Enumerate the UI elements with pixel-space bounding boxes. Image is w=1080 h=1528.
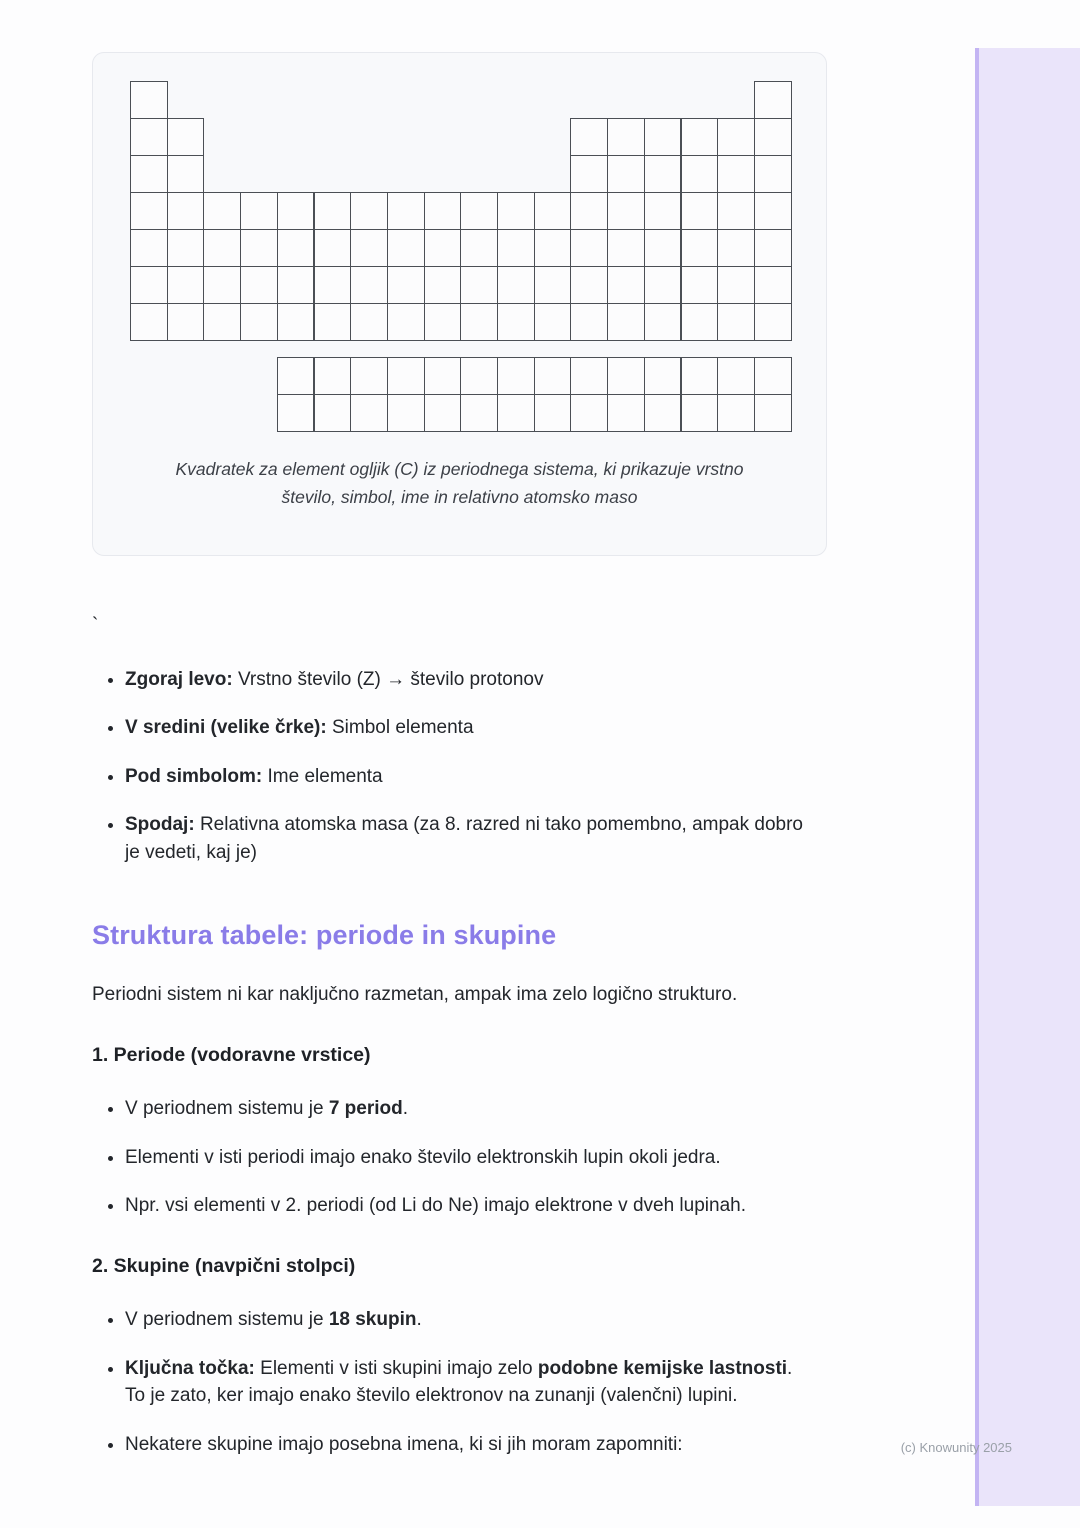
list-item: • Spodaj: Relativna atomska masa (za 8. razred ni tako pomembno, ampak dobro je vedeti, kaj je) bbox=[125, 811, 815, 866]
list-item: • Pod simbolom: Ime elementa bbox=[125, 763, 815, 791]
element-cell bbox=[717, 266, 755, 304]
element-cell bbox=[717, 357, 755, 395]
element-cell bbox=[754, 357, 792, 395]
periodic-table-card bbox=[92, 52, 827, 556]
element-cell bbox=[460, 303, 498, 341]
element-cell bbox=[314, 394, 352, 432]
element-cell bbox=[681, 155, 719, 193]
element-cell bbox=[350, 357, 388, 395]
element-cell bbox=[460, 192, 498, 230]
element-cell bbox=[570, 266, 608, 304]
element-cell bbox=[167, 192, 205, 230]
element-cell bbox=[570, 229, 608, 267]
element-cell bbox=[754, 266, 792, 304]
element-cell bbox=[681, 192, 719, 230]
element-cell bbox=[570, 192, 608, 230]
element-cell bbox=[644, 394, 682, 432]
element-cell bbox=[607, 394, 645, 432]
element-cell bbox=[570, 357, 608, 395]
list-item: • Nekatere skupine imajo posebna imena, ki si jih moram zapomniti: bbox=[125, 1431, 815, 1459]
element-cell bbox=[203, 229, 241, 267]
element-cell bbox=[754, 81, 792, 119]
element-cell bbox=[167, 266, 205, 304]
element-cell bbox=[314, 192, 352, 230]
element-cell bbox=[350, 229, 388, 267]
element-cell bbox=[460, 357, 498, 395]
element-cell bbox=[754, 192, 792, 230]
element-cell bbox=[607, 192, 645, 230]
element-cell bbox=[424, 303, 462, 341]
content-column bbox=[92, 52, 832, 1479]
element-cell bbox=[497, 303, 535, 341]
subsection-title-groups: 2. Skupine (navpični stolpci) bbox=[92, 1254, 356, 1277]
element-cell bbox=[681, 118, 719, 156]
element-cell bbox=[314, 229, 352, 267]
element-cell bbox=[570, 118, 608, 156]
element-cell bbox=[350, 303, 388, 341]
element-cell bbox=[681, 266, 719, 304]
list-item: • V sredini (velike črke): Simbol elementa bbox=[125, 714, 815, 742]
element-cell bbox=[240, 192, 278, 230]
element-cell bbox=[497, 229, 535, 267]
element-cell bbox=[644, 229, 682, 267]
list-item: • V periodnem sistemu je 18 skupin. bbox=[125, 1306, 815, 1334]
element-cell bbox=[607, 229, 645, 267]
element-cell bbox=[717, 118, 755, 156]
element-cell bbox=[130, 192, 168, 230]
element-anatomy-list bbox=[92, 666, 832, 867]
element-cell bbox=[754, 118, 792, 156]
element-cell bbox=[240, 229, 278, 267]
element-cell bbox=[350, 266, 388, 304]
element-cell bbox=[754, 155, 792, 193]
element-cell bbox=[497, 192, 535, 230]
element-cell bbox=[277, 229, 315, 267]
element-cell bbox=[130, 155, 168, 193]
element-cell bbox=[387, 192, 425, 230]
element-cell bbox=[167, 155, 205, 193]
element-cell bbox=[570, 303, 608, 341]
element-cell bbox=[277, 303, 315, 341]
intro-paragraph: Periodni sistem ni kar naključno razmetan, ampak ima zelo logično strukturo. bbox=[92, 984, 738, 1006]
element-cell bbox=[717, 303, 755, 341]
element-cell bbox=[534, 303, 572, 341]
element-cell bbox=[570, 155, 608, 193]
element-cell bbox=[167, 118, 205, 156]
element-cell bbox=[717, 394, 755, 432]
element-cell bbox=[130, 229, 168, 267]
element-cell bbox=[130, 266, 168, 304]
element-cell bbox=[277, 266, 315, 304]
list-item: • Zgoraj levo: Vrstno število (Z) → število protonov bbox=[125, 666, 815, 694]
element-cell bbox=[424, 229, 462, 267]
element-cell bbox=[534, 192, 572, 230]
element-cell bbox=[607, 266, 645, 304]
element-cell bbox=[387, 394, 425, 432]
element-cell bbox=[314, 303, 352, 341]
element-cell bbox=[387, 303, 425, 341]
element-cell bbox=[570, 394, 608, 432]
element-cell bbox=[754, 303, 792, 341]
element-cell bbox=[314, 266, 352, 304]
element-cell bbox=[607, 155, 645, 193]
element-cell bbox=[424, 394, 462, 432]
element-cell bbox=[534, 394, 572, 432]
subsection-title-periods: 1. Periode (vodoravne vrstice) bbox=[92, 1043, 371, 1066]
element-cell bbox=[424, 357, 462, 395]
figure-caption: Kvadratek za element ogljik (C) iz periodnega sistema, ki prikazuje vrstno število, simbol, ime in relativno atomsko maso bbox=[175, 459, 744, 507]
watermark: (c) Knowunity 2025 bbox=[900, 1440, 1012, 1455]
element-cell bbox=[534, 229, 572, 267]
element-cell bbox=[424, 266, 462, 304]
element-cell bbox=[534, 357, 572, 395]
element-cell bbox=[607, 118, 645, 156]
element-cell bbox=[497, 266, 535, 304]
element-cell bbox=[460, 266, 498, 304]
element-cell bbox=[534, 266, 572, 304]
list-item: • Npr. vsi elementi v 2. periodi (od Li do Ne) imajo elektrone v dveh lupinah. bbox=[125, 1192, 815, 1220]
element-cell bbox=[240, 266, 278, 304]
element-cell bbox=[717, 192, 755, 230]
element-cell bbox=[681, 229, 719, 267]
element-cell bbox=[203, 192, 241, 230]
element-cell bbox=[681, 357, 719, 395]
element-cell bbox=[607, 303, 645, 341]
element-cell bbox=[424, 192, 462, 230]
element-cell bbox=[717, 155, 755, 193]
element-cell bbox=[681, 394, 719, 432]
element-cell bbox=[130, 118, 168, 156]
element-cell bbox=[167, 303, 205, 341]
list-item: • Ključna točka: Elementi v isti skupini imajo zelo podobne kemijske lastnosti. To je zato, ker imajo enako število elektronov na zunanji (valenčni) lupini. bbox=[125, 1355, 815, 1410]
element-cell bbox=[644, 303, 682, 341]
element-cell bbox=[644, 192, 682, 230]
element-cell bbox=[460, 229, 498, 267]
element-cell bbox=[167, 229, 205, 267]
element-cell bbox=[754, 229, 792, 267]
element-cell bbox=[314, 357, 352, 395]
element-cell bbox=[497, 357, 535, 395]
element-cell bbox=[277, 394, 315, 432]
list-item: • Elementi v isti periodi imajo enako število elektronskih lupin okoli jedra. bbox=[125, 1144, 815, 1172]
element-cell bbox=[203, 303, 241, 341]
element-cell bbox=[460, 394, 498, 432]
element-cell bbox=[277, 192, 315, 230]
element-cell bbox=[644, 266, 682, 304]
element-cell bbox=[387, 229, 425, 267]
right-purple-stripe bbox=[975, 48, 1080, 1506]
element-cell bbox=[130, 303, 168, 341]
element-cell bbox=[240, 303, 278, 341]
section-heading: Struktura tabele: periode in skupine bbox=[92, 920, 557, 951]
element-cell bbox=[681, 303, 719, 341]
element-cell bbox=[203, 266, 241, 304]
stray-backtick: ` bbox=[92, 615, 99, 636]
periods-list bbox=[92, 1095, 832, 1220]
element-cell bbox=[497, 394, 535, 432]
element-cell bbox=[277, 357, 315, 395]
element-cell bbox=[607, 357, 645, 395]
element-cell bbox=[644, 155, 682, 193]
element-cell bbox=[350, 192, 388, 230]
element-cell bbox=[350, 394, 388, 432]
element-cell bbox=[717, 229, 755, 267]
element-cell bbox=[130, 81, 168, 119]
element-cell bbox=[644, 118, 682, 156]
periodic-table-diagram bbox=[130, 81, 791, 431]
element-cell bbox=[644, 357, 682, 395]
groups-list bbox=[92, 1306, 832, 1458]
element-cell bbox=[754, 394, 792, 432]
element-cell bbox=[387, 357, 425, 395]
list-item: • V periodnem sistemu je 7 period. bbox=[125, 1095, 815, 1123]
element-cell bbox=[387, 266, 425, 304]
